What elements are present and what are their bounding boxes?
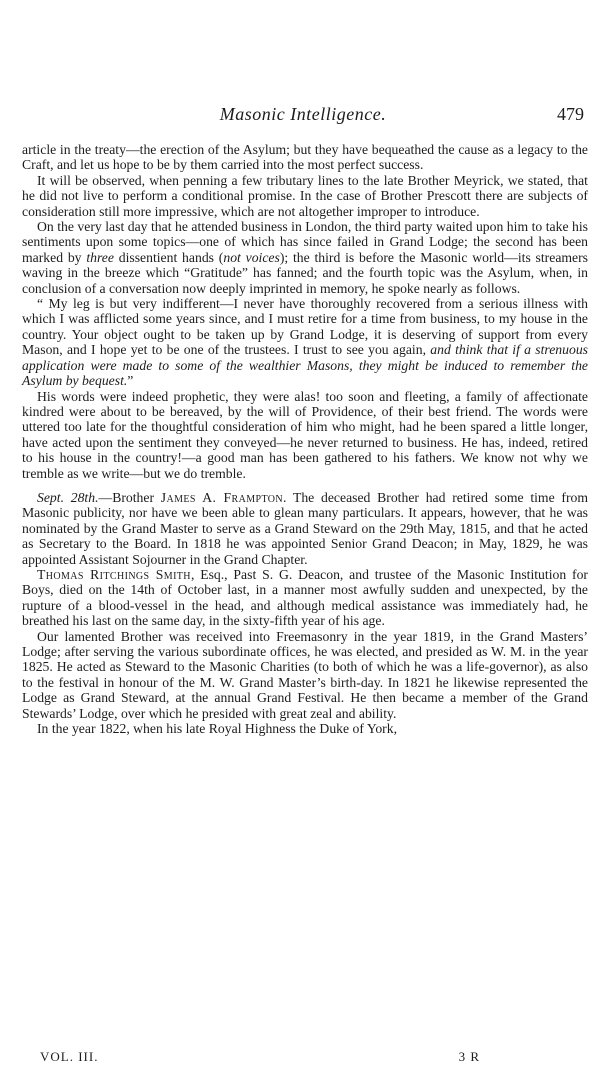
text-run: Our lamented Brother was received into Freemasonry in the year 1819, in the Grand Masters’ Lodge; after serving the various subordinate offices, he was elected, and presided as W. M. in the year 1825. He acted as Steward to the Masonic Charities (to both of which he was a life-governor), as also to the festival in honour of the M. W. Grand Master’s birth-day. In 1821 he likewise represented the Lodge as Grand Steward, at the annual Grand Festival. He then became a member of the Grand Stewards’ Lodge, over which he presided with great zeal and ability. (22, 628, 588, 721)
paragraph (22, 567, 588, 629)
paragraph (22, 173, 588, 219)
running-header (22, 104, 584, 128)
emphasis-text: Sept. 28th. (37, 489, 99, 505)
paragraph (22, 721, 588, 736)
signature-mark: 3 R (458, 1049, 480, 1064)
name-smallcaps: James A. Frampton (160, 489, 284, 505)
volume-label: VOL. III. (40, 1049, 99, 1064)
text-run: . The deceased Brother had retired some time from Masonic publicity, nor have we been able to glean many particulars. It appears, however, that he was nominated by the Grand Master to serve as a Grand Steward on the 29th May, 1815, and that he acted as Secretary to the Board. In 1818 he was appointed Senior Grand Deacon; in May, 1829, he was appointed Assistant Sojourner in the Grand Chapter. (22, 489, 588, 567)
text-run: It will be observed, when penning a few tributary lines to the late Brother Meyrick, we stated, that he did not live to perform a conditional promise. In the case of Brother Prescott there are subjects of consideration still more impressive, which are not altogether improper to introduce. (22, 172, 588, 219)
name-smallcaps: Thomas Ritchings Smith (37, 566, 191, 582)
paragraph (22, 142, 588, 173)
text-run: His words were indeed prophetic, they were alas! too soon and fleeting, a family of affectionate kindred were about to be bereaved, by the will of Providence, of their best friend. The words were uttered too late for the thoughtful consideration of him who might, had he been spared a little longer, have acted upon the sentiment they conveyed—he never returned to business. He has, indeed, retired to his house in the country!—a good man has been gathered to his fathers. We know not why we tremble as we write—but we do tremble. (22, 388, 588, 481)
running-title: Masonic Intelligence. (219, 104, 387, 124)
text-run: article in the treaty—the erection of the Asylum; but they have bequeathed the cause as a legacy to the Craft, and let us hope to be by them carried into the most perfect success. (22, 142, 588, 173)
text-run: “ My leg is but very indifferent—I never have thoroughly recovered from a serious illness with which I was afflicted some years since, and I must retire for a time from business, to my house in the country. Your object ought to be taken up by Grand Lodge, it is deserving of support from every Mason, and I hope yet to be one of the trustees. I trust to see you again, (22, 296, 588, 358)
article-body (22, 142, 588, 736)
text-run: In the year 1822, when his late Royal Highness the Duke of York, (37, 721, 397, 737)
text-run: On the very last day that he attended business in London, the third party waited upon him to take his sentiments upon some topics—one of which has since failed in Grand Lodge; the second has been marked by (22, 219, 588, 265)
text-run: , Esq., Past S. G. Deacon, and trustee of the Masonic Institution for Boys, died on the 14th of October last, in a manner most awfully sudden and unexpected, by the rupture of a blood-vessel in the head, and although medical assistance was immediately had, he breathed his last on the same day, in the sixty-fifth year of his age. (22, 566, 588, 629)
paragraph (22, 219, 588, 296)
emphasis-text: three (86, 249, 114, 265)
text-run: ); the third is before the Masonic world—its streamers waving in the breeze which “Gratitude” has fanned; and the fourth topic was the Asylum, when, in conclusion of a conversation now deeply imprinted in memory, he spoke nearly as follows. (22, 249, 588, 296)
text-run: ” (127, 373, 134, 389)
page-footer (40, 1049, 480, 1067)
paragraph (22, 490, 588, 567)
text-run: dissentient hands ( (113, 249, 224, 265)
paragraph (22, 629, 588, 721)
emphasis-text: not voices (223, 249, 280, 265)
emphasis-text: and think that if a strenuous application were made to some of the wealthier Masons, they might be induced to remember the Asylum by bequest. (22, 342, 588, 389)
paragraph (22, 296, 588, 388)
page-number: 479 (557, 104, 584, 124)
paragraph (22, 389, 588, 481)
text-run: —Brother (98, 489, 161, 505)
